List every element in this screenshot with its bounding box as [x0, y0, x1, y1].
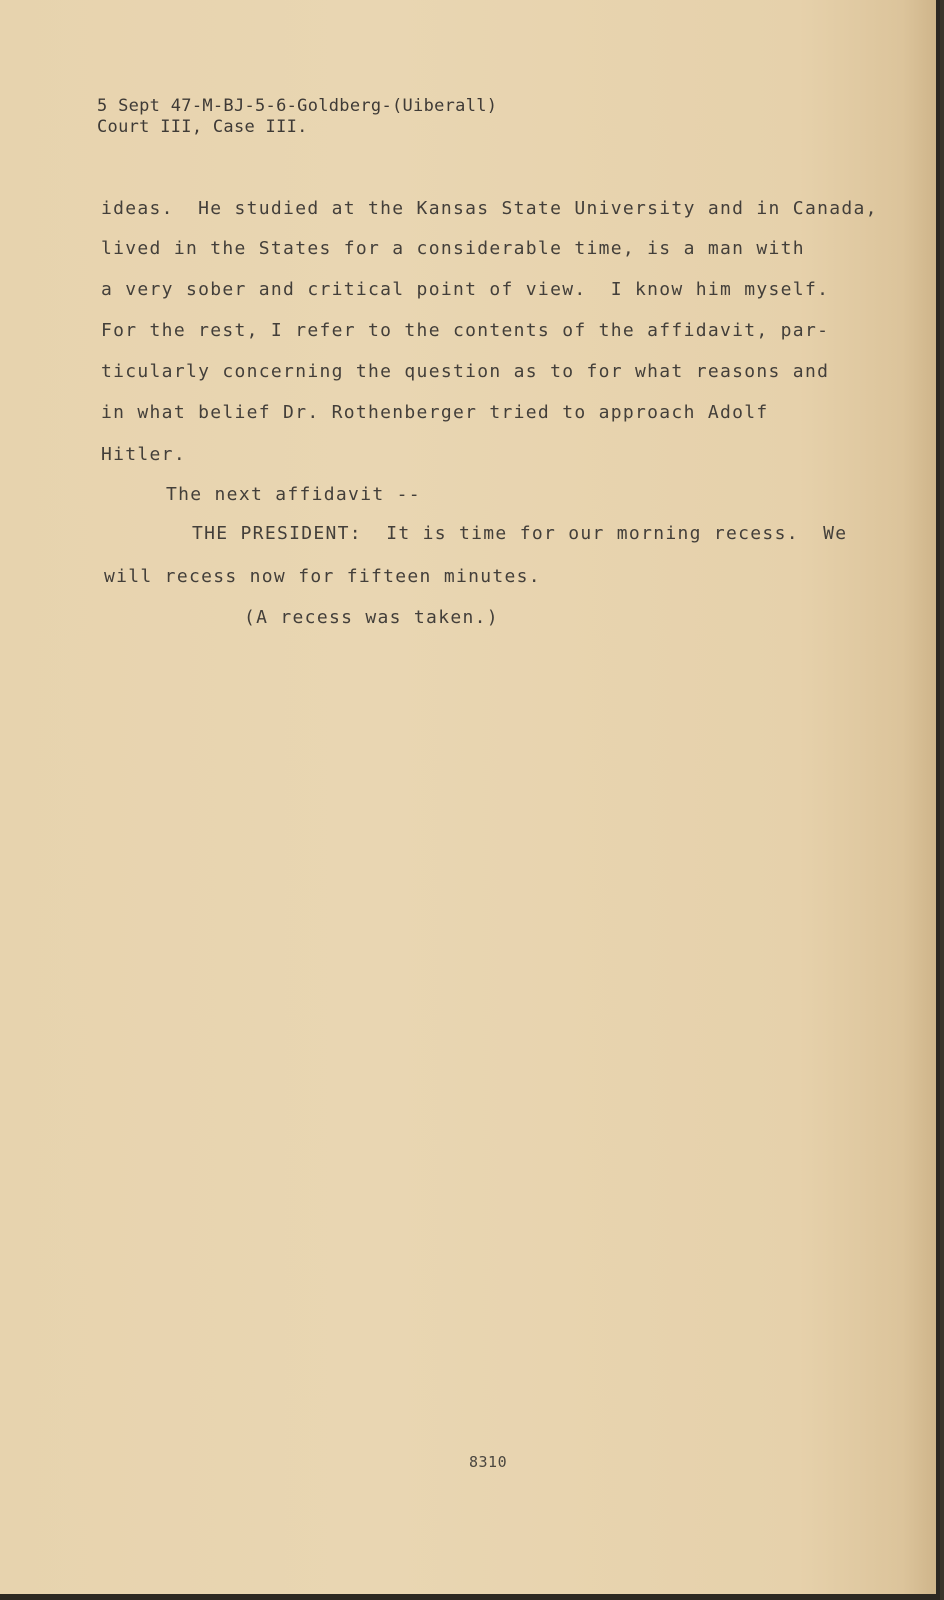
body-line-3: a very sober and critical point of view. I know him myself.	[101, 279, 830, 300]
body-line-8: The next affidavit --	[166, 484, 421, 505]
header-line-1: 5 Sept 47-M-BJ-5-6-Goldberg-(Uiberall)	[97, 96, 498, 116]
page-number: 8310	[469, 1453, 508, 1471]
document-header	[97, 96, 497, 138]
body-line-9: THE PRESIDENT: It is time for our morning recess. We	[192, 523, 848, 544]
body-line-7: Hitler.	[101, 444, 186, 465]
body-line-6: in what belief Dr. Rothenberger tried to approach Adolf	[101, 402, 769, 423]
body-line-10: will recess now for fifteen minutes.	[104, 566, 541, 587]
body-line-4: For the rest, I refer to the contents of the affidavit, par-	[101, 320, 830, 341]
scan-edge-right	[936, 0, 940, 1600]
header-line-2: Court III, Case III.	[97, 117, 308, 137]
body-line-11: (A recess was taken.)	[244, 607, 499, 628]
scan-edge-bottom	[0, 1594, 940, 1600]
body-line-1: ideas. He studied at the Kansas State University and in Canada,	[101, 198, 878, 219]
body-line-5: ticularly concerning the question as to for what reasons and	[101, 361, 830, 382]
body-line-2: lived in the States for a considerable time, is a man with	[101, 238, 805, 259]
